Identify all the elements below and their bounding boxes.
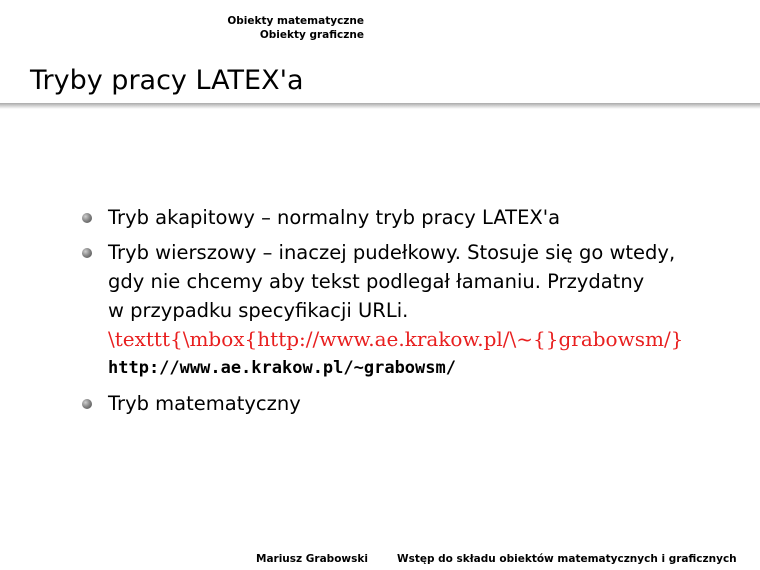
title-divider xyxy=(0,103,760,109)
frame-title: Tryby pracy LATEX'a xyxy=(30,65,304,96)
bullet-list xyxy=(78,203,738,424)
navigation-header xyxy=(0,14,364,42)
nav-section[interactable]: Obiekty matematyczne xyxy=(227,15,364,27)
list-item xyxy=(78,238,738,383)
code-result: http://www.ae.krakow.pl/~grabowsm/ xyxy=(108,358,456,378)
list-item xyxy=(78,389,738,418)
footer-author: Mariusz Grabowski xyxy=(256,553,368,565)
code-example: \texttt{\mbox{http://www.ae.krakow.pl/\~{}grabowsm/} xyxy=(108,327,684,351)
bullet-icon xyxy=(82,248,92,258)
nav-subsection[interactable]: Obiekty graficzne xyxy=(259,29,364,41)
footer-title: Wstęp do składu obiektów matematycznych i graficznych xyxy=(397,553,737,565)
bullet-icon xyxy=(82,213,92,223)
item-text: Tryb wierszowy – inaczej pudełkowy. Stosuje się go wtedy, xyxy=(108,241,676,264)
list-item xyxy=(78,203,738,232)
item-text: w przypadku specyfikacji URLi. xyxy=(108,299,409,322)
item-text: Tryb akapitowy – normalny tryb pracy LATEX'a xyxy=(108,206,561,229)
item-text: Tryb matematyczny xyxy=(108,392,301,415)
bullet-icon xyxy=(82,399,92,409)
item-text: gdy nie chcemy aby tekst podlegał łamaniu. Przydatny xyxy=(108,270,645,293)
